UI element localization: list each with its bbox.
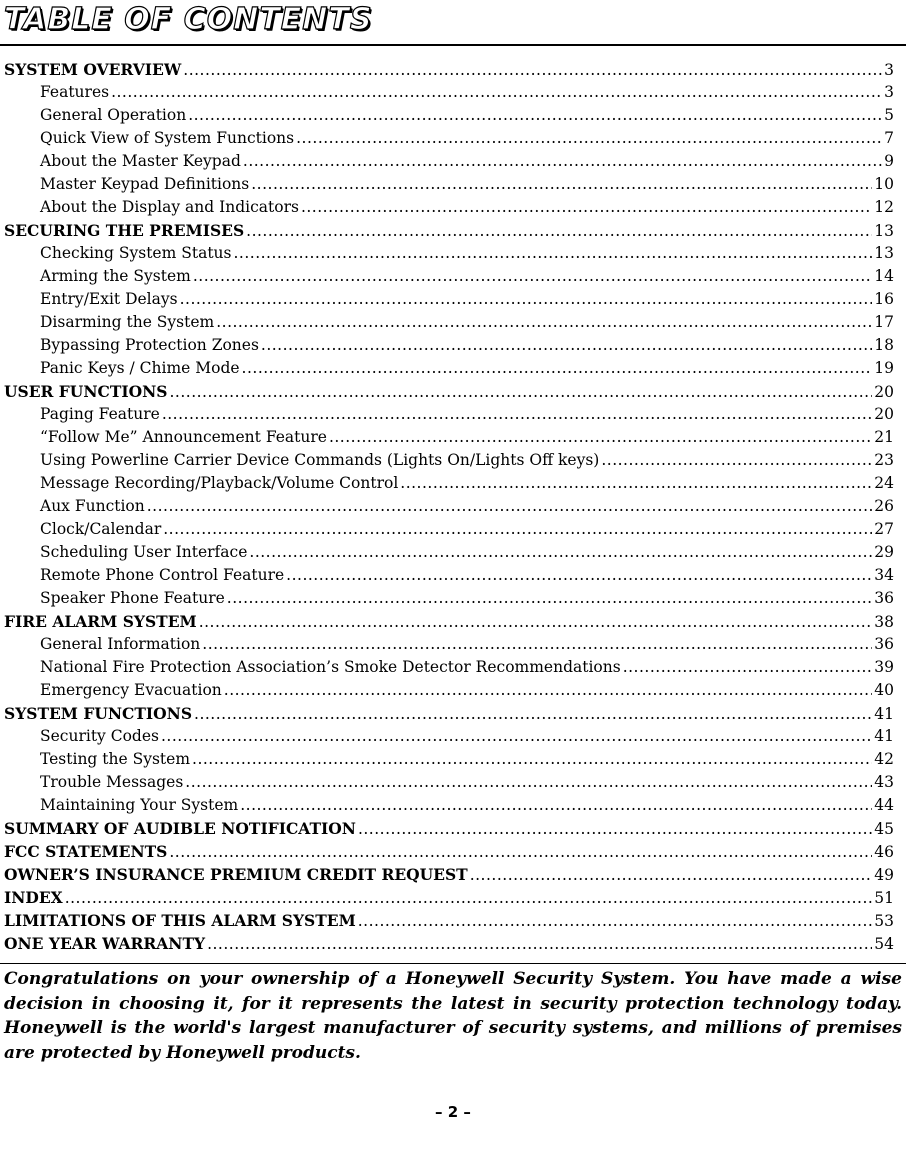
dot-leader: [202, 633, 872, 656]
toc-subsection-entry[interactable]: [4, 725, 894, 748]
toc-entry-page: 36: [874, 635, 894, 653]
toc-entry-label: Testing the System: [40, 750, 191, 768]
dot-leader: [169, 381, 872, 404]
toc-subsection-entry[interactable]: [4, 495, 894, 518]
toc-entry-label: About the Master Keypad: [40, 152, 241, 170]
dot-leader: [65, 887, 873, 910]
toc-entry-label: Remote Phone Control Feature: [40, 566, 285, 584]
toc-subsection-entry[interactable]: [4, 196, 894, 219]
dot-leader: [249, 541, 872, 564]
dot-leader: [161, 725, 872, 748]
toc-subsection-entry[interactable]: [4, 150, 894, 173]
dot-leader: [188, 104, 882, 127]
toc-entry-label: Security Codes: [40, 727, 159, 745]
toc-entry-page: 54: [874, 935, 894, 953]
toc-entry-page: 7: [884, 129, 894, 147]
toc-entry-label: Trouble Messages: [40, 773, 184, 791]
toc-subsection-entry[interactable]: [4, 656, 894, 679]
toc-entry-page: 34: [874, 566, 894, 584]
dot-leader: [246, 220, 872, 243]
dot-leader: [358, 910, 873, 933]
dot-leader: [470, 864, 873, 887]
toc-entry-page: 42: [874, 750, 894, 768]
toc-entry-label: SYSTEM FUNCTIONS: [4, 704, 193, 723]
toc-entry-label: Master Keypad Definitions: [40, 175, 250, 193]
page-number: – 2 –: [435, 1103, 471, 1121]
dot-leader: [216, 311, 872, 334]
toc-entry-page: 21: [874, 428, 894, 446]
toc-section-entry[interactable]: [4, 817, 894, 840]
toc-subsection-entry[interactable]: [4, 334, 894, 357]
dot-leader: [185, 771, 872, 794]
dot-leader: [192, 748, 872, 771]
toc-entry-page: 19: [874, 359, 894, 377]
toc-entry-page: 5: [884, 106, 894, 124]
toc-subsection-entry[interactable]: [4, 587, 894, 610]
toc-entry-label: SUMMARY OF AUDIBLE NOTIFICATION: [4, 819, 356, 838]
toc-entry-label: Clock/Calendar: [40, 520, 162, 538]
toc-subsection-entry[interactable]: [4, 242, 894, 265]
toc-entry-page: 38: [874, 613, 894, 631]
toc-section-entry[interactable]: [4, 219, 894, 242]
dot-leader: [296, 127, 882, 150]
toc-entry-page: 3: [884, 61, 894, 79]
toc-entry-page: 45: [874, 820, 894, 838]
toc-subsection-entry[interactable]: [4, 403, 894, 426]
toc-section-entry[interactable]: [4, 58, 894, 81]
toc-entry-label: Paging Feature: [40, 405, 160, 423]
toc-entry-label: Bypassing Protection Zones: [40, 336, 259, 354]
toc-subsection-entry[interactable]: [4, 541, 894, 564]
dot-leader: [329, 426, 872, 449]
congratulations-paragraph: Congratulations on your ownership of a Honeywell Security System. You have made a wise decision in choosing it, for it represents the latest in security protection technology today. Honeywell is the world's largest manufacturer of security systems, and millions of premises are protected by Honeywell products.: [4, 969, 902, 1063]
toc-subsection-entry[interactable]: [4, 679, 894, 702]
dot-leader: [601, 449, 872, 472]
toc-section-entry[interactable]: [4, 840, 894, 863]
toc-subsection-entry[interactable]: [4, 127, 894, 150]
toc-subsection-entry[interactable]: [4, 173, 894, 196]
section-divider: [0, 963, 906, 964]
toc-entry-page: 24: [874, 474, 894, 492]
toc-section-entry[interactable]: [4, 932, 894, 955]
toc-entry-label: LIMITATIONS OF THIS ALARM SYSTEM: [4, 911, 356, 930]
toc-entry-label: National Fire Protection Association’s Smoke Detector Recommendations: [40, 658, 621, 676]
dot-leader: [183, 59, 882, 82]
dot-leader: [623, 656, 873, 679]
dot-leader: [234, 242, 873, 265]
toc-subsection-entry[interactable]: [4, 771, 894, 794]
dot-leader: [180, 288, 873, 311]
toc-section-entry[interactable]: [4, 909, 894, 932]
toc-entry-page: 14: [874, 267, 894, 285]
toc-entry-page: 20: [874, 405, 894, 423]
dot-leader: [147, 495, 873, 518]
toc-entry-label: About the Display and Indicators: [40, 198, 299, 216]
toc-entry-label: Checking System Status: [40, 244, 232, 262]
toc-entry-label: Emergency Evacuation: [40, 681, 222, 699]
toc-entry-label: Quick View of System Functions: [40, 129, 295, 147]
table-of-contents: [4, 58, 894, 955]
toc-entry-label: General Operation: [40, 106, 187, 124]
toc-entry-page: 9: [884, 152, 894, 170]
toc-entry-page: 44: [874, 796, 894, 814]
toc-subsection-entry[interactable]: [4, 81, 894, 104]
toc-entry-label: Features: [40, 83, 110, 101]
dot-leader: [301, 196, 872, 219]
toc-subsection-entry[interactable]: [4, 794, 894, 817]
toc-entry-label: SECURING THE PREMISES: [4, 221, 245, 240]
toc-entry-page: 18: [874, 336, 894, 354]
toc-entry-label: “Follow Me” Announcement Feature: [40, 428, 327, 446]
toc-section-entry[interactable]: [4, 380, 894, 403]
toc-entry-label: Disarming the System: [40, 313, 215, 331]
dot-leader: [207, 933, 872, 956]
toc-entry-page: 29: [874, 543, 894, 561]
toc-entry-label: Panic Keys / Chime Mode: [40, 359, 240, 377]
dot-leader: [194, 703, 872, 726]
dot-leader: [111, 81, 882, 104]
toc-entry-label: Entry/Exit Delays: [40, 290, 178, 308]
toc-subsection-entry[interactable]: [4, 633, 894, 656]
toc-entry-label: OWNER’S INSURANCE PREMIUM CREDIT REQUEST: [4, 865, 468, 884]
toc-section-entry[interactable]: [4, 610, 894, 633]
toc-entry-page: 41: [874, 727, 894, 745]
toc-entry-label: USER FUNCTIONS: [4, 382, 168, 401]
dot-leader: [243, 150, 882, 173]
toc-entry-label: Arming the System: [40, 267, 191, 285]
dot-leader: [286, 564, 872, 587]
toc-entry-page: 43: [874, 773, 894, 791]
toc-entry-label: Message Recording/Playback/Volume Control: [40, 474, 399, 492]
toc-entry-page: 16: [874, 290, 894, 308]
toc-entry-page: 20: [874, 383, 894, 401]
toc-subsection-entry[interactable]: [4, 472, 894, 495]
dot-leader: [193, 265, 872, 288]
toc-subsection-entry[interactable]: [4, 104, 894, 127]
dot-leader: [400, 472, 872, 495]
toc-entry-page: 40: [874, 681, 894, 699]
toc-subsection-entry[interactable]: [4, 518, 894, 541]
toc-entry-page: 10: [874, 175, 894, 193]
toc-entry-page: 26: [874, 497, 894, 515]
toc-entry-page: 41: [874, 705, 894, 723]
toc-entry-page: 13: [874, 244, 894, 262]
toc-entry-page: 12: [874, 198, 894, 216]
toc-entry-page: 49: [874, 866, 894, 884]
toc-entry-page: 46: [874, 843, 894, 861]
toc-section-entry[interactable]: [4, 863, 894, 886]
toc-subsection-entry[interactable]: [4, 426, 894, 449]
toc-entry-page: 13: [874, 222, 894, 240]
toc-subsection-entry[interactable]: [4, 311, 894, 334]
toc-entry-page: 3: [884, 83, 894, 101]
toc-subsection-entry[interactable]: [4, 357, 894, 380]
toc-subsection-entry[interactable]: [4, 288, 894, 311]
toc-entry-page: 36: [874, 589, 894, 607]
toc-entry-page: 17: [874, 313, 894, 331]
dot-leader: [162, 403, 872, 426]
toc-entry-label: Using Powerline Carrier Device Commands (Lights On/Lights Off keys): [40, 451, 600, 469]
toc-entry-page: 53: [874, 912, 894, 930]
toc-subsection-entry[interactable]: [4, 265, 894, 288]
dot-leader: [199, 611, 873, 634]
toc-subsection-entry[interactable]: [4, 449, 894, 472]
dot-leader: [242, 357, 873, 380]
toc-section-entry[interactable]: [4, 886, 894, 909]
dot-leader: [163, 518, 872, 541]
toc-entry-label: Speaker Phone Feature: [40, 589, 225, 607]
dot-leader: [261, 334, 872, 357]
dot-leader: [240, 794, 872, 817]
toc-entry-label: Scheduling User Interface: [40, 543, 248, 561]
toc-subsection-entry[interactable]: [4, 564, 894, 587]
toc-entry-label: General Information: [40, 635, 201, 653]
toc-entry-label: FIRE ALARM SYSTEM: [4, 612, 197, 631]
toc-entry-page: 39: [874, 658, 894, 676]
toc-entry-label: Maintaining Your System: [40, 796, 239, 814]
toc-section-entry[interactable]: [4, 702, 894, 725]
page-title: TABLE OF CONTENTS: [4, 2, 373, 37]
toc-entry-label: FCC STATEMENTS: [4, 842, 168, 861]
dot-leader: [224, 679, 873, 702]
dot-leader: [169, 841, 872, 864]
dot-leader: [227, 587, 872, 610]
toc-entry-page: 27: [874, 520, 894, 538]
toc-entry-page: 51: [874, 889, 894, 907]
toc-entry-page: 23: [874, 451, 894, 469]
dot-leader: [251, 173, 872, 196]
title-divider: [0, 44, 906, 46]
dot-leader: [358, 818, 872, 841]
toc-subsection-entry[interactable]: [4, 748, 894, 771]
toc-entry-label: INDEX: [4, 888, 63, 907]
toc-entry-label: ONE YEAR WARRANTY: [4, 934, 206, 953]
toc-entry-label: SYSTEM OVERVIEW: [4, 60, 182, 79]
toc-entry-label: Aux Function: [40, 497, 145, 515]
